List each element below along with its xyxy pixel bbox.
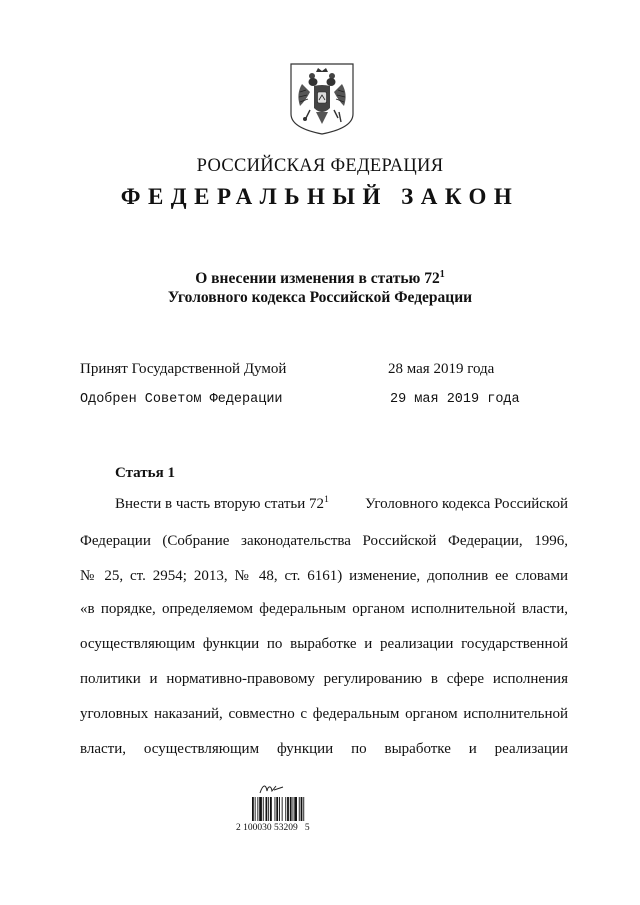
article-text-line: № 25, ст. 2954; 2013, № 48, ст. 6161) изменение, дополнив ее словами bbox=[80, 568, 568, 584]
barcode-number: 2 100030 53209 5 bbox=[236, 823, 310, 833]
article-text-line: Федерации (Собрание законодательства Российской Федерации, 1996, bbox=[80, 533, 568, 549]
article-heading: Статья 1 bbox=[115, 465, 175, 481]
law-subject-superscript: 1 bbox=[439, 269, 445, 280]
article-line-1-before: Внести в часть вторую статьи 72 bbox=[115, 496, 325, 512]
approved-by-council-label: Одобрен Советом Федерации bbox=[80, 392, 283, 407]
article-line-1-after: Уголовного кодекса Российской bbox=[365, 496, 568, 512]
article-text-line: власти, осуществляющим функции по выработке и реализации bbox=[80, 741, 568, 757]
law-subject-text: О внесении изменения в статью 72 bbox=[195, 270, 440, 287]
document-type-title: ФЕДЕРАЛЬНЫЙ ЗАКОН bbox=[120, 184, 520, 209]
country-title: РОССИЙСКАЯ ФЕДЕРАЦИЯ bbox=[196, 156, 444, 176]
article-text-line: «в порядке, определяемом федеральным органом исполнительной власти, bbox=[80, 601, 568, 617]
adopted-by-duma-date: 28 мая 2019 года bbox=[388, 361, 495, 377]
coat-of-arms-icon bbox=[288, 62, 356, 136]
article-text-line: уголовных наказаний, совместно с федеральным органом исполнительной bbox=[80, 706, 568, 722]
article-line-1-start bbox=[115, 496, 329, 513]
article-line-1-superscript: 1 bbox=[324, 495, 329, 505]
article-text-line: осуществляющим функции по выработке и реализации государственной bbox=[80, 636, 568, 652]
adopted-by-duma-label: Принят Государственной Думой bbox=[80, 361, 287, 377]
article-text-line: политики и нормативно-правовому регулированию в сфере исполнения bbox=[80, 671, 568, 687]
initials-signature-icon bbox=[258, 782, 284, 796]
approved-by-council-date: 29 мая 2019 года bbox=[390, 392, 520, 407]
law-subject-line-1 bbox=[0, 270, 640, 288]
barcode-icon bbox=[252, 797, 326, 821]
article-text-line-1 bbox=[115, 496, 568, 513]
law-subject-line-2: Уголовного кодекса Российской Федерации bbox=[167, 289, 473, 306]
